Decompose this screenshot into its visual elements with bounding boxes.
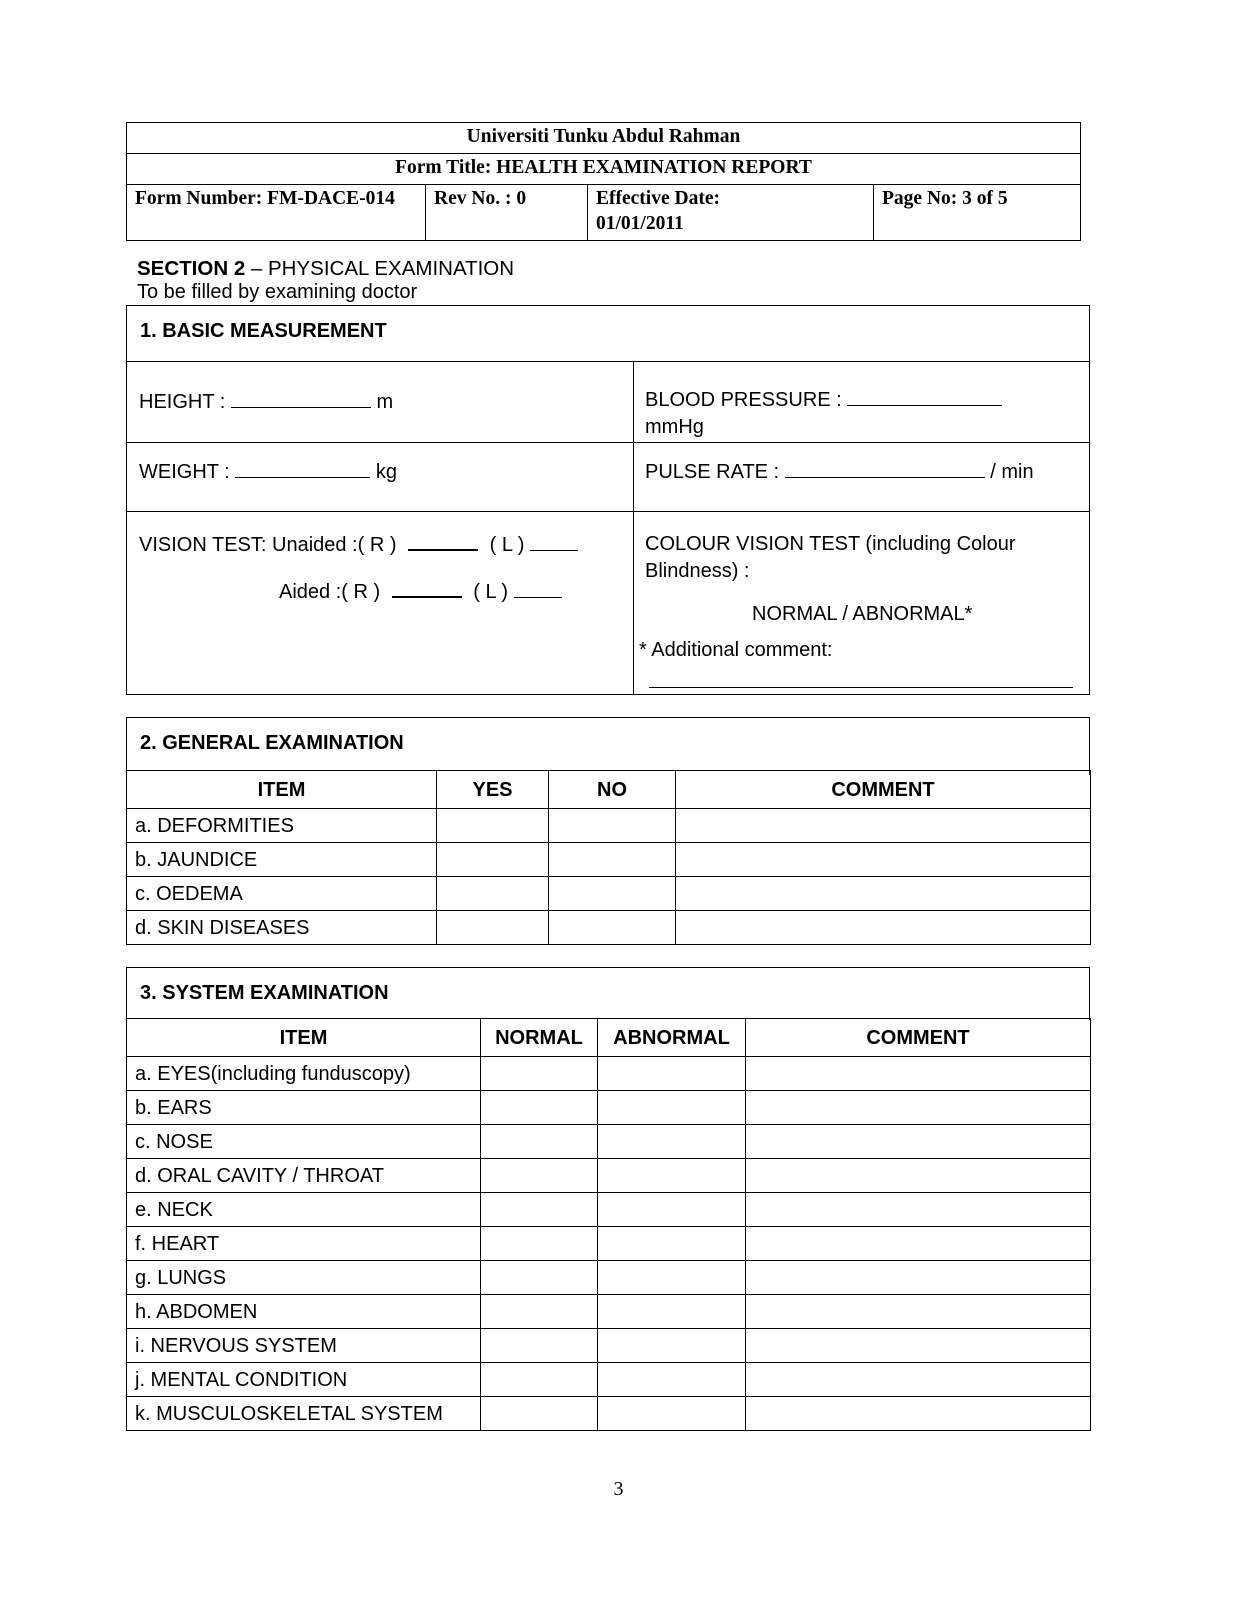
colour-vision-options[interactable]: NORMAL / ABNORMAL* (752, 603, 973, 625)
cell-abnormal[interactable] (598, 1193, 746, 1227)
form-header-table (126, 122, 1081, 241)
cell-normal[interactable] (481, 1193, 598, 1227)
cell-comment[interactable] (746, 1363, 1091, 1397)
section-number: SECTION 2 (137, 257, 246, 280)
cell-comment[interactable] (746, 1193, 1091, 1227)
vision-test-aided-row[interactable] (279, 578, 562, 606)
cell-no[interactable] (549, 877, 676, 911)
section-heading (137, 255, 514, 282)
cell-comment[interactable] (746, 1091, 1091, 1125)
effective-date-label: Effective Date: (596, 187, 720, 209)
cell-abnormal[interactable] (598, 1397, 746, 1431)
column-header-normal: NORMAL (481, 1019, 598, 1057)
column-header-comment: COMMENT (746, 1019, 1091, 1057)
system-examination-title: 3. SYSTEM EXAMINATION (140, 982, 389, 1004)
column-header-item: ITEM (127, 1019, 481, 1057)
cell-yes[interactable] (437, 809, 549, 843)
table-row (127, 1193, 1091, 1227)
effective-date-value: 01/01/2011 (596, 212, 684, 234)
cell-abnormal[interactable] (598, 1363, 746, 1397)
cell-abnormal[interactable] (598, 1329, 746, 1363)
cell-abnormal[interactable] (598, 1227, 746, 1261)
table-row (127, 1261, 1091, 1295)
table-row (127, 1397, 1091, 1431)
vision-unaided-right-blank[interactable] (408, 537, 478, 551)
table-row (127, 843, 1091, 877)
cell-yes[interactable] (437, 843, 549, 877)
cell-normal[interactable] (481, 1227, 598, 1261)
cell-comment[interactable] (746, 1125, 1091, 1159)
page-no: Page No: 3 of 5 (874, 184, 1081, 240)
weight-input-blank[interactable] (235, 458, 370, 478)
weight-field[interactable] (139, 458, 397, 486)
pulse-rate-input-blank[interactable] (785, 458, 985, 478)
pulse-rate-unit: / min (990, 461, 1034, 483)
system-examination-header-row (127, 1019, 1091, 1057)
vision-aided-left-blank[interactable] (514, 578, 562, 598)
divider-height-weight (127, 442, 1089, 443)
column-header-abnormal: ABNORMAL (598, 1019, 746, 1057)
column-header-comment: COMMENT (676, 771, 1091, 809)
colour-vision-test-label: COLOUR VISION TEST (including Colour Blindness) : (645, 533, 1016, 582)
divider-weight-vision (127, 511, 1089, 512)
organisation-name: Universiti Tunku Abdul Rahman (127, 123, 1081, 154)
cell-comment[interactable] (676, 877, 1091, 911)
cell-abnormal[interactable] (598, 1159, 746, 1193)
table-row (127, 1159, 1091, 1193)
vision-unaided-left-label: ( L ) (489, 534, 525, 556)
row-label: f. HEART (127, 1227, 481, 1261)
additional-comment-blank[interactable] (649, 687, 1073, 688)
blood-pressure-unit: mmHg (645, 416, 704, 438)
cell-normal[interactable] (481, 1091, 598, 1125)
row-label: b. EARS (127, 1091, 481, 1125)
general-examination-header-row (127, 771, 1091, 809)
row-label: c. NOSE (127, 1125, 481, 1159)
additional-comment-label: * Additional comment: (639, 639, 833, 661)
effective-date (588, 184, 874, 240)
row-label: g. LUNGS (127, 1261, 481, 1295)
table-row (127, 1125, 1091, 1159)
cell-normal[interactable] (481, 1329, 598, 1363)
height-label: HEIGHT : (139, 391, 226, 413)
cell-abnormal[interactable] (598, 1091, 746, 1125)
vision-aided-left-label: ( L ) (473, 581, 509, 603)
cell-comment[interactable] (746, 1295, 1091, 1329)
basic-measurement-title: 1. BASIC MEASUREMENT (140, 320, 387, 342)
table-row (127, 1057, 1091, 1091)
row-label: h. ABDOMEN (127, 1295, 481, 1329)
column-header-no: NO (549, 771, 676, 809)
height-input-blank[interactable] (231, 388, 371, 408)
table-row (127, 1363, 1091, 1397)
cell-normal[interactable] (481, 1057, 598, 1091)
cell-normal[interactable] (481, 1261, 598, 1295)
section-title: – PHYSICAL EXAMINATION (245, 257, 515, 280)
table-row (127, 809, 1091, 843)
row-label: e. NECK (127, 1193, 481, 1227)
basic-measurement-box (126, 305, 1090, 695)
row-label: i. NERVOUS SYSTEM (127, 1329, 481, 1363)
cell-comment[interactable] (746, 1227, 1091, 1261)
vision-test-label: VISION TEST: Unaided :( R ) (139, 534, 397, 556)
header-row-form-title (127, 153, 1081, 184)
cell-abnormal[interactable] (598, 1261, 746, 1295)
general-examination-table (126, 770, 1091, 945)
cell-normal[interactable] (481, 1397, 598, 1431)
cell-comment[interactable] (746, 1159, 1091, 1193)
section-subtitle: To be filled by examining doctor (137, 281, 418, 303)
form-number: Form Number: FM-DACE-014 (127, 184, 426, 240)
cell-yes[interactable] (437, 877, 549, 911)
row-label: k. MUSCULOSKELETAL SYSTEM (127, 1397, 481, 1431)
cell-comment[interactable] (746, 1397, 1091, 1431)
table-row (127, 1091, 1091, 1125)
divider-left-right-column (633, 361, 634, 694)
table-row (127, 911, 1091, 945)
cell-comment[interactable] (676, 911, 1091, 945)
weight-label: WEIGHT : (139, 461, 230, 483)
blood-pressure-label: BLOOD PRESSURE : (645, 389, 842, 411)
vision-aided-label: Aided :( R ) (279, 581, 381, 603)
cell-comment[interactable] (746, 1057, 1091, 1091)
cell-normal[interactable] (481, 1295, 598, 1329)
row-label: j. MENTAL CONDITION (127, 1363, 481, 1397)
row-label: d. ORAL CAVITY / THROAT (127, 1159, 481, 1193)
height-field[interactable] (139, 388, 393, 416)
rev-no: Rev No. : 0 (426, 184, 588, 240)
page-number: 3 (613, 1478, 624, 1500)
cell-no[interactable] (549, 911, 676, 945)
cell-no[interactable] (549, 843, 676, 877)
vision-aided-right-blank[interactable] (392, 584, 462, 598)
cell-abnormal[interactable] (598, 1125, 746, 1159)
cell-no[interactable] (549, 809, 676, 843)
cell-comment[interactable] (676, 809, 1091, 843)
vision-test-unaided-row[interactable] (139, 531, 578, 559)
header-row-organisation (127, 123, 1081, 154)
form-title: Form Title: HEALTH EXAMINATION REPORT (127, 153, 1081, 184)
system-examination-table (126, 1018, 1091, 1431)
vision-unaided-left-blank[interactable] (530, 531, 578, 551)
general-examination-box (126, 717, 1090, 775)
cell-normal[interactable] (481, 1125, 598, 1159)
table-row (127, 1329, 1091, 1363)
row-label: b. JAUNDICE (127, 843, 437, 877)
pulse-rate-field[interactable] (645, 458, 1034, 486)
cell-yes[interactable] (437, 911, 549, 945)
row-label: d. SKIN DISEASES (127, 911, 437, 945)
divider-title-row (127, 361, 1089, 362)
cell-normal[interactable] (481, 1159, 598, 1193)
blood-pressure-field[interactable] (645, 386, 1075, 441)
system-examination-box (126, 967, 1090, 1020)
pulse-rate-label: PULSE RATE : (645, 461, 780, 483)
row-label: c. OEDEMA (127, 877, 437, 911)
row-label: a. EYES(including funduscopy) (127, 1057, 481, 1091)
general-examination-title: 2. GENERAL EXAMINATION (140, 732, 404, 754)
cell-comment[interactable] (746, 1261, 1091, 1295)
column-header-yes: YES (437, 771, 549, 809)
header-row-meta (127, 184, 1081, 240)
cell-abnormal[interactable] (598, 1057, 746, 1091)
row-label: a. DEFORMITIES (127, 809, 437, 843)
cell-comment[interactable] (746, 1329, 1091, 1363)
cell-abnormal[interactable] (598, 1295, 746, 1329)
height-unit: m (376, 391, 394, 413)
weight-unit: kg (375, 461, 397, 483)
cell-comment[interactable] (676, 843, 1091, 877)
blood-pressure-input-blank[interactable] (847, 386, 1002, 406)
cell-normal[interactable] (481, 1363, 598, 1397)
column-header-item: ITEM (127, 771, 437, 809)
table-row (127, 1227, 1091, 1261)
table-row (127, 877, 1091, 911)
table-row (127, 1295, 1091, 1329)
